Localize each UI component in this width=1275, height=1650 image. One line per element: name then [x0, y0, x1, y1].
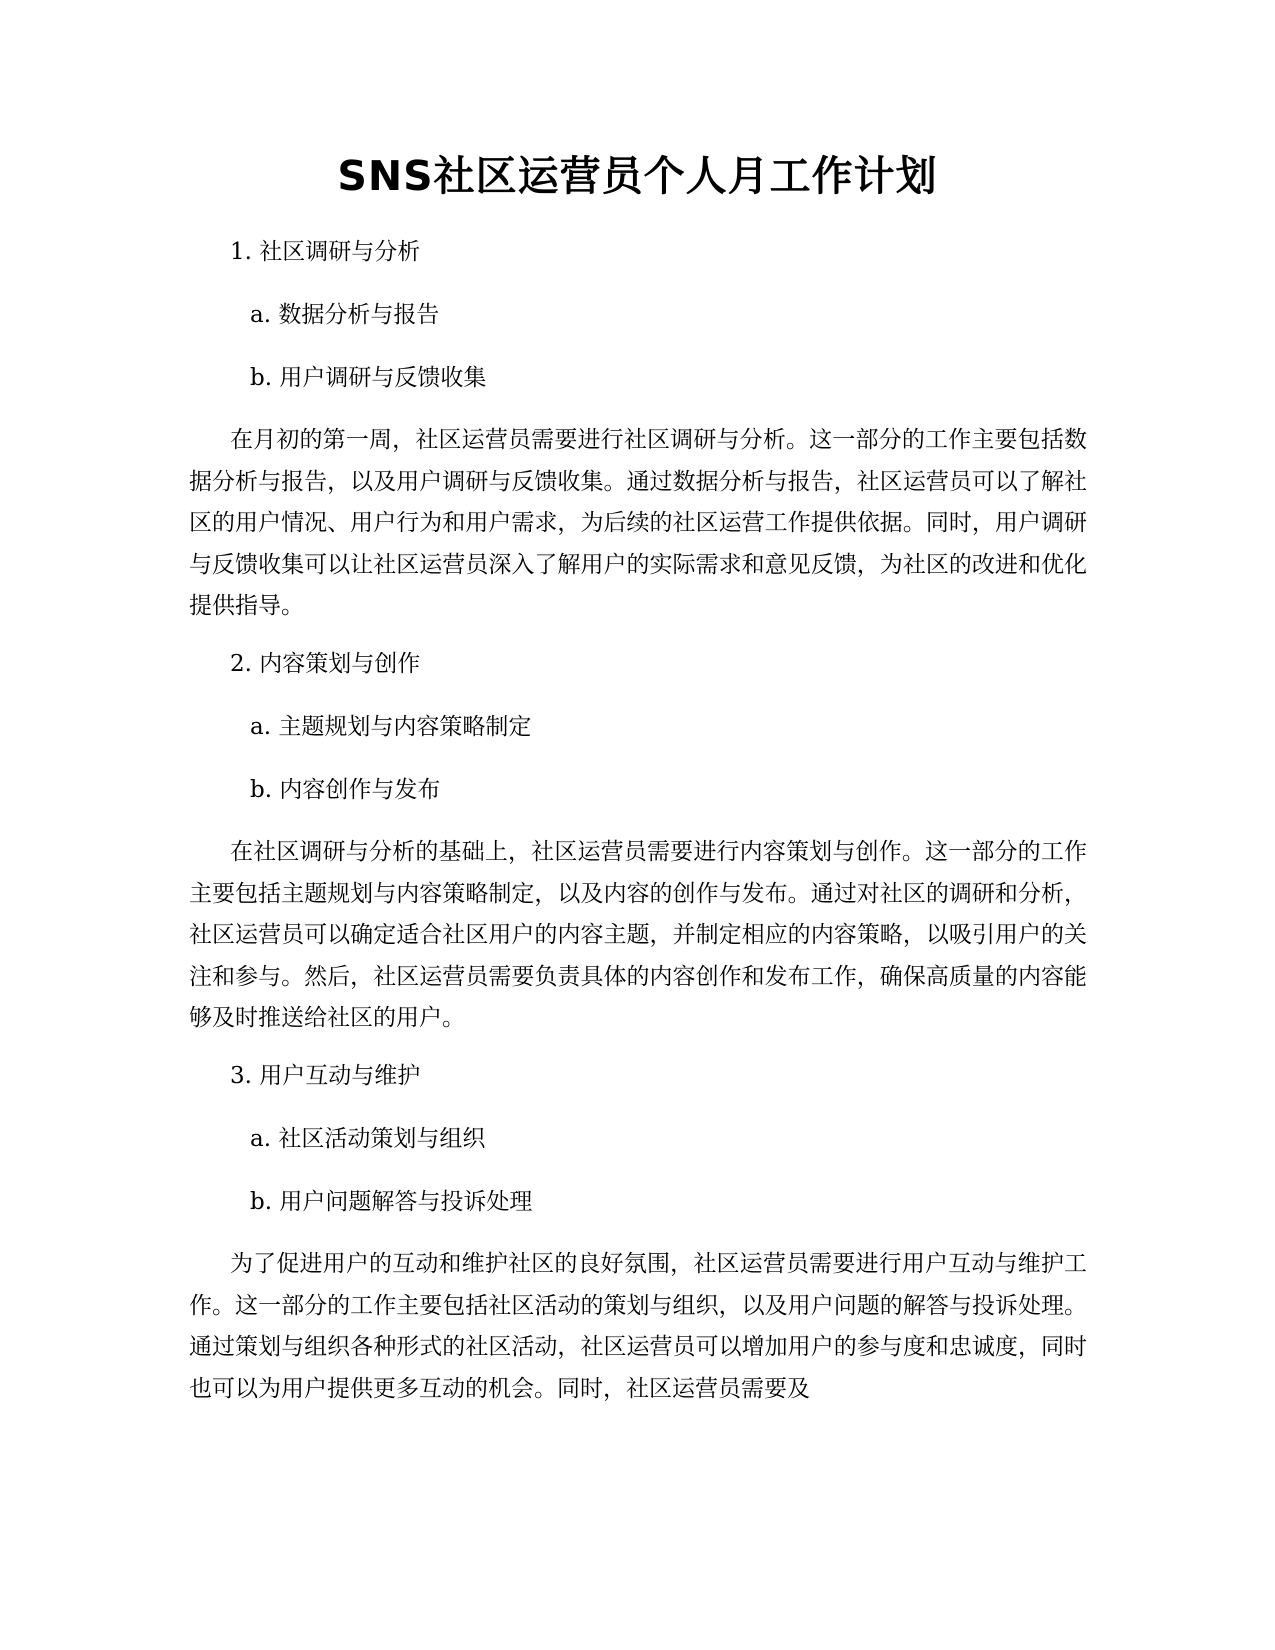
section-heading: 2. 内容策划与创作 — [230, 651, 421, 677]
subsection-item: a. 社区活动策划与组织 — [250, 1126, 486, 1152]
document-title: SNS社区运营员个人月工作计划 — [337, 152, 938, 200]
subsection-item: b. 内容创作与发布 — [250, 777, 441, 803]
section-paragraph: 在社区调研与分析的基础上，社区运营员需要进行内容策划与创作。这一部分的工作主要包括主题规划与内容策略制定，以及内容的创作与发布。通过对社区的调研和分析，社区运营员可以确定适合社区用户的内容主题，并制定相应的内容策略，以吸引用户的关注和参与。然后，社区运营员需要负责具体的内容创作和发布工作，确保高质量的内容能够及时推送给社区的用户。 — [189, 839, 1087, 1032]
subsection-item: a. 数据分析与报告 — [250, 302, 440, 328]
section-paragraph: 在月初的第一周，社区运营员需要进行社区调研与分析。这一部分的工作主要包括数据分析与报告，以及用户调研与反馈收集。通过数据分析与报告，社区运营员可以了解社区的用户情况、用户行为和用户需求，为后续的社区运营工作提供依据。同时，用户调研与反馈收集可以让社区运营员深入了解用户的实际需求和意见反馈，为社区的改进和优化提供指导。 — [189, 427, 1087, 620]
section-paragraph: 为了促进用户的互动和维护社区的良好氛围，社区运营员需要进行用户互动与维护工作。这一部分的工作主要包括社区活动的策划与组织，以及用户问题的解答与投诉处理。通过策划与组织各种形式的社区活动，社区运营员可以增加用户的参与度和忠诚度，同时也可以为用户提供更多互动的机会。同时，社区运营员需要及 — [189, 1251, 1087, 1402]
subsection-item: b. 用户调研与反馈收集 — [250, 365, 487, 391]
section-heading: 1. 社区调研与分析 — [230, 239, 421, 265]
section-heading: 3. 用户互动与维护 — [230, 1063, 421, 1089]
subsection-item: b. 用户问题解答与投诉处理 — [250, 1189, 533, 1215]
subsection-item: a. 主题规划与内容策略制定 — [250, 714, 532, 740]
